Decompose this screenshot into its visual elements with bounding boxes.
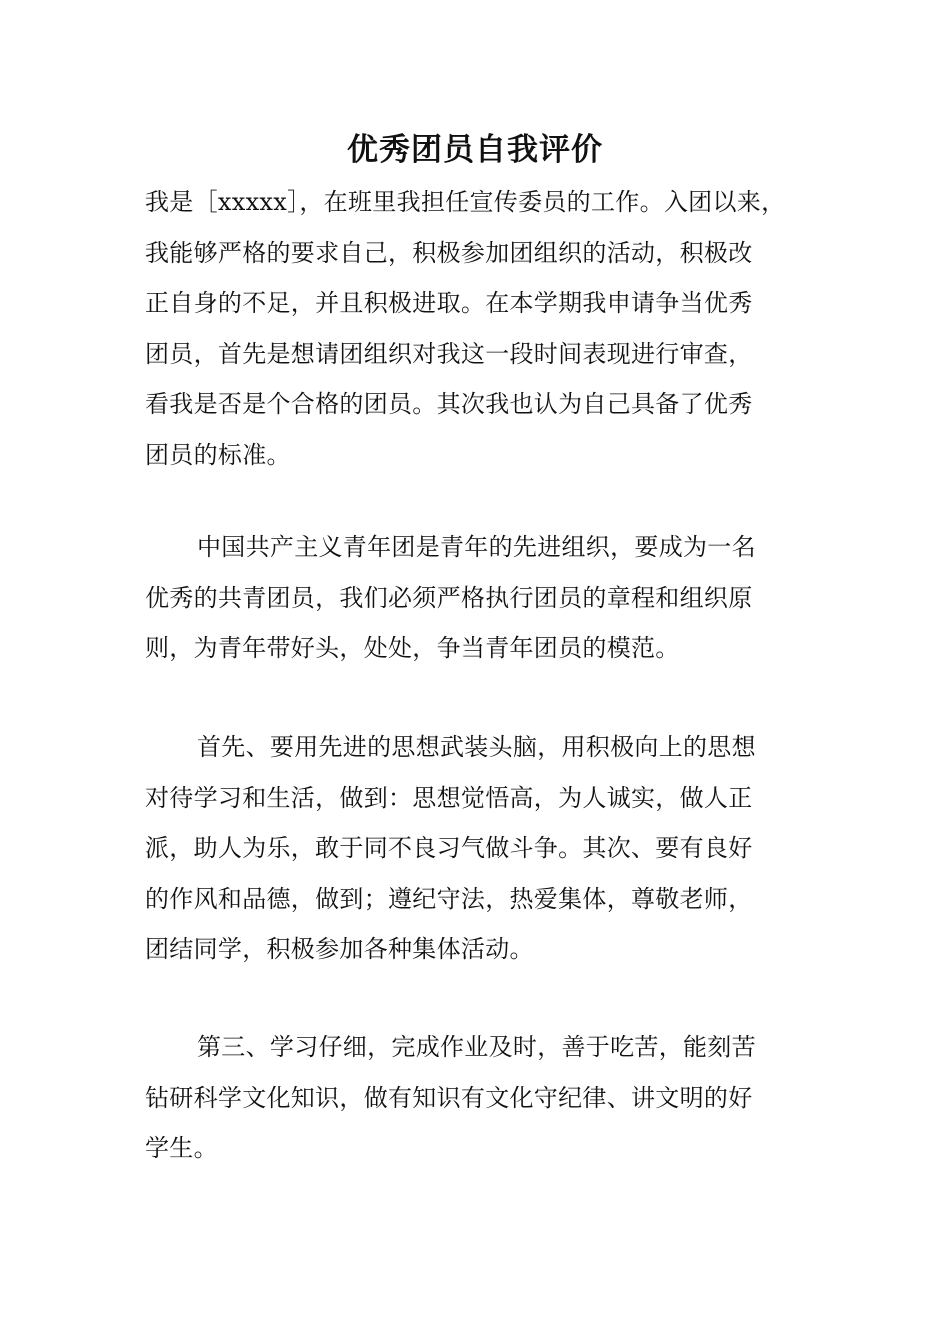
paragraph-line: 对待学习和生活，做到：思想觉悟高，为人诚实，做人正	[145, 783, 753, 812]
paragraph-line: 正自身的不足，并且积极进取。在本学期我申请争当优秀	[145, 289, 753, 317]
paragraph-line: 团员的标准。	[145, 440, 291, 469]
paragraph-line: 第三、学习仔细，完成作业及时，善于吃苦，能刻苦	[197, 1033, 756, 1061]
paragraph-line: 的作风和品德，做到；遵纪守法，热爱集体，尊敬老师，	[145, 884, 753, 913]
paragraph-first-second	[145, 722, 835, 975]
paragraph-intro	[145, 177, 835, 480]
paragraph-line: 我是［xxxxx］，在班里我担任宣传委员的工作。入团以来，	[145, 188, 786, 216]
paragraph-line: 学生。	[145, 1134, 218, 1162]
paragraph-line: 则，为青年带好头，处处，争当青年团员的模范。	[145, 634, 680, 662]
paragraph-line: 首先、要用先进的思想武装头脑，用积极向上的思想	[197, 733, 756, 761]
paragraph-league-organization	[145, 522, 835, 674]
paragraph-line: 团结同学，积极参加各种集体活动。	[145, 935, 534, 963]
paragraph-line: 我能够严格的要求自己，积极参加团组织的活动，积极改	[145, 238, 753, 267]
paragraph-line: 优秀的共青团员，我们必须严格执行团员的章程和组织原	[145, 583, 753, 612]
paragraph-third	[145, 1022, 835, 1174]
paragraph-line: 看我是否是个合格的团员。其次我也认为自己具备了优秀	[145, 390, 753, 418]
paragraph-line: 派，助人为乐，敢于同不良习气做斗争。其次、要有良好	[145, 834, 753, 862]
paragraph-line: 中国共产主义青年团是青年的先进组织，要成为一名	[197, 533, 756, 561]
paragraph-line: 钻研科学文化知识，做有知识有文化守纪律、讲文明的好	[145, 1083, 753, 1112]
document-title: 优秀团员自我评价	[347, 132, 603, 168]
paragraph-line: 团员，首先是想请团组织对我这一段时间表现进行审查，	[145, 339, 753, 368]
